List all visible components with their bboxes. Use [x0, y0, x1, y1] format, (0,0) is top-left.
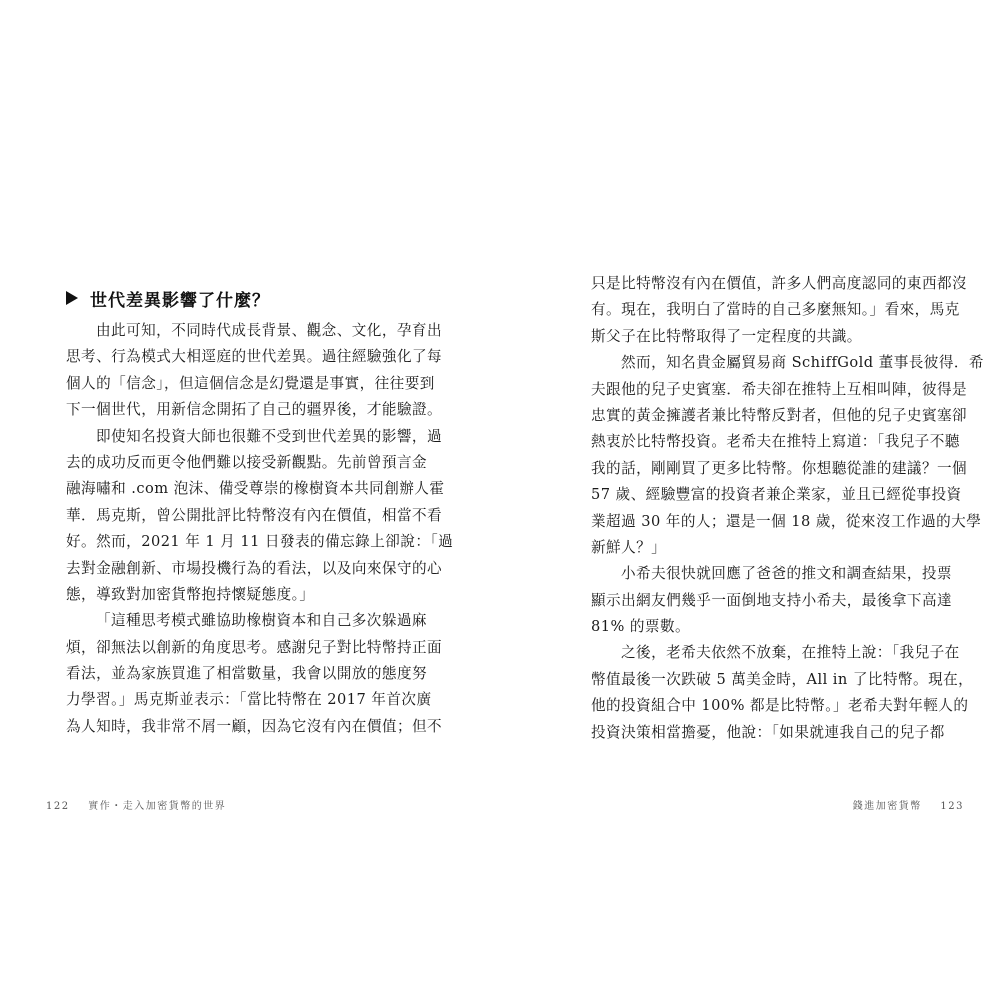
text-line: 我的話，剛剛買了更多比特幣。你想聽從誰的建議？一個 — [591, 459, 968, 477]
text-line: 為人知時，我非常不屑一顧，因為它沒有內在價值；但不 — [66, 717, 443, 735]
text-line: 81% 的票數。 — [591, 618, 691, 636]
text-line: 然而，知名貴金屬貿易商 SchiffGold 董事長彼得．希 — [621, 354, 984, 372]
text-line: 「這種思考模式雖協助橡樹資本和自己多次躲過麻 — [96, 612, 427, 630]
text-line: 由此可知，不同時代成長背景、觀念、文化，孕育出 — [96, 322, 443, 339]
page-number-left: 122 — [46, 801, 70, 812]
triangle-bullet-icon — [66, 291, 78, 305]
running-title-right: 錢進加密貨幣 — [852, 801, 922, 812]
right-footer — [853, 797, 964, 812]
text-line: 夫跟他的兒子史賓塞．希夫卻在推特上互相叫陣，彼得是 — [591, 380, 968, 398]
text-line: 忠實的黃金擁護者兼比特幣反對者，但他的兒子史賓塞卻 — [591, 406, 968, 424]
text-line: 新鮮人？」 — [591, 538, 667, 556]
text-line: 斯父子在比特幣取得了一定程度的共識。 — [591, 327, 862, 345]
right-page — [500, 0, 1000, 1000]
text-line: 小希夫很快就回應了爸爸的推文和調查結果，投票 — [621, 565, 952, 583]
left-body-text — [66, 318, 454, 740]
text-line: 下一個世代，用新信念開拓了自己的疆界後，才能驗證。 — [66, 401, 443, 419]
text-line: 去的成功反而更令他們難以接受新觀點。先前曾預言金 — [66, 453, 428, 471]
text-line: 融海嘯和 .com 泡沫、備受尊崇的橡樹資本共同創辦人霍 — [66, 480, 445, 498]
text-line: 幣值最後一次跌破 5 萬美金時，All in 了比特幣。現在， — [591, 670, 974, 688]
text-line: 去對金融創新、市場投機行為的看法，以及向來保守的心 — [66, 559, 443, 577]
text-line: 好。然而，2021 年 1 月 11 日發表的備忘錄上卻說：「過 — [66, 533, 454, 551]
page-number-right: 123 — [940, 801, 964, 812]
text-line: 力學習。」馬克斯並表示：「當比特幣在 2017 年首次廣 — [66, 691, 432, 709]
text-line: 57 歲、經驗豐富的投資者兼企業家，並且已經從事投資 — [591, 486, 962, 504]
section-heading — [66, 284, 270, 312]
section-heading-text: 世代差異影響了什麼？ — [90, 290, 270, 311]
text-line: 思考、行為模式大相逕庭的世代差異。過往經驗強化了每 — [66, 348, 443, 366]
text-line: 看法，並為家族買進了相當數量，我會以開放的態度努 — [66, 665, 428, 683]
text-line: 態，導致對加密貨幣抱持懷疑態度。」 — [66, 585, 315, 603]
text-line: 有。現在，我明白了當時的自己多麼無知。」看來，馬克 — [591, 301, 960, 319]
text-line: 即使知名投資大師也很難不受到世代差異的影響，過 — [96, 427, 443, 445]
text-line: 投資決策相當擔憂，他說：「如果就連我自己的兒子都 — [591, 723, 945, 741]
text-line: 他的投資組合中 100% 都是比特幣。」老希夫對年輕人的 — [591, 697, 969, 715]
text-line: 華．馬克斯，曾公開批評比特幣沒有內在價值，相當不看 — [66, 506, 443, 524]
text-line: 業超過 30 年的人；還是一個 18 歲，從來沒工作過的大學 — [591, 512, 982, 530]
text-line: 煩，卻無法以創新的角度思考。感謝兒子對比特幣持正面 — [66, 638, 443, 656]
text-line: 熱衷於比特幣投資。老希夫在推特上寫道：「我兒子不聽 — [591, 433, 960, 451]
running-title-left: 實作・走入加密貨幣的世界 — [88, 801, 227, 812]
right-body-text — [591, 271, 984, 746]
text-line: 只是比特幣沒有內在價值，許多人們高度認同的東西都沒 — [591, 275, 968, 292]
text-line: 之後，老希夫依然不放棄，在推特上說：「我兒子在 — [621, 644, 960, 662]
text-line: 個人的「信念」，但這個信念是幻覺還是事實，往往要到 — [66, 374, 435, 392]
text-line: 顯示出網友們幾乎一面倒地支持小希夫，最後拿下高達 — [591, 591, 953, 609]
left-footer — [46, 797, 226, 812]
